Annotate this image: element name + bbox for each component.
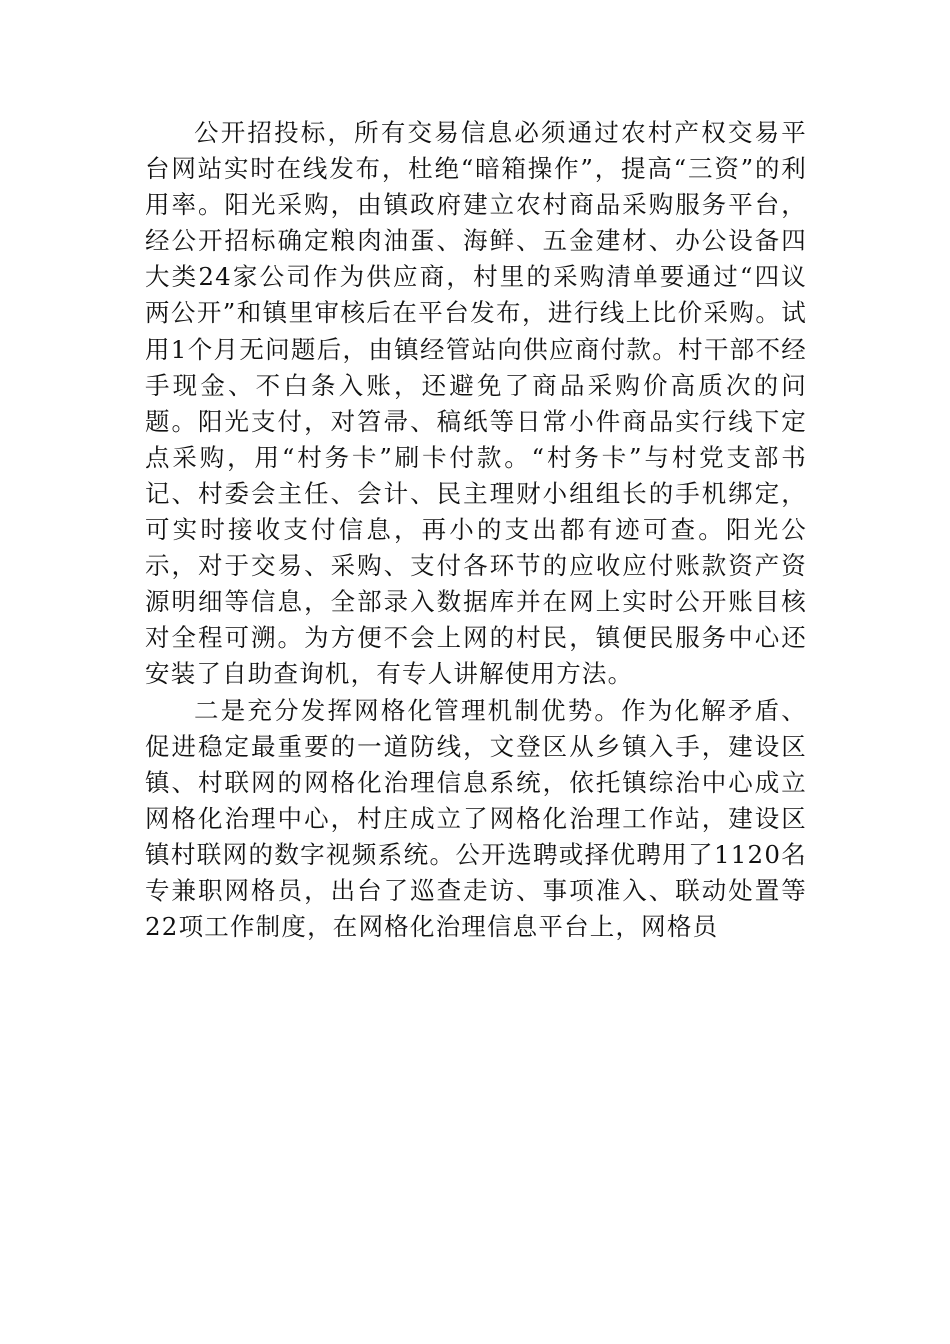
paragraph: 公开招投标，所有交易信息必须通过农村产权交易平台网站实时在线发布，杜绝“暗箱操作”，提高“三资”的利用率。阳光采购，由镇政府建立农村商品采购服务平台，经公开招标确定粮肉油蛋、海鲜、五金建材、办公设备四大类24家公司作为供应商，村里的采购清单要通过“四议两公开”和镇里审核后在平台发布，进行线上比价采购。试用1个月无问题后，由镇经管站向供应商付款。村干部不经手现金、不白条入账，还避免了商品采购价高质次的问题。阳光支付，对笤帚、稿纸等日常小件商品实行线下定点采购，用“村务卡”刷卡付款。“村务卡”与村党支部书记、村委会主任、会计、民主理财小组组长的手机绑定，可实时接收支付信息，再小的支出都有迹可查。阳光公示，对于交易、采购、支付各环节的应收应付账款资产资源明细等信息，全部录入数据库并在网上实时公开账目核对全程可溯。为方便不会上网的村民，镇便民服务中心还安装了自助查询机，有专人讲解使用方法。 [145, 118, 807, 689]
paragraph: 二是充分发挥网格化管理机制优势。作为化解矛盾、促进稳定最重要的一道防线，文登区从乡镇入手，建设区镇、村联网的网格化治理信息系统，依托镇综治中心成立网格化治理中心，村庄成立了网格化治理工作站，建设区镇村联网的数字视频系统。公开选聘或择优聘用了1120名专兼职网格员，出台了巡查走访、事项准入、联动处置等22项工作制度，在网格化治理信息平台上，网格员 [145, 695, 807, 942]
body-text [145, 115, 807, 945]
